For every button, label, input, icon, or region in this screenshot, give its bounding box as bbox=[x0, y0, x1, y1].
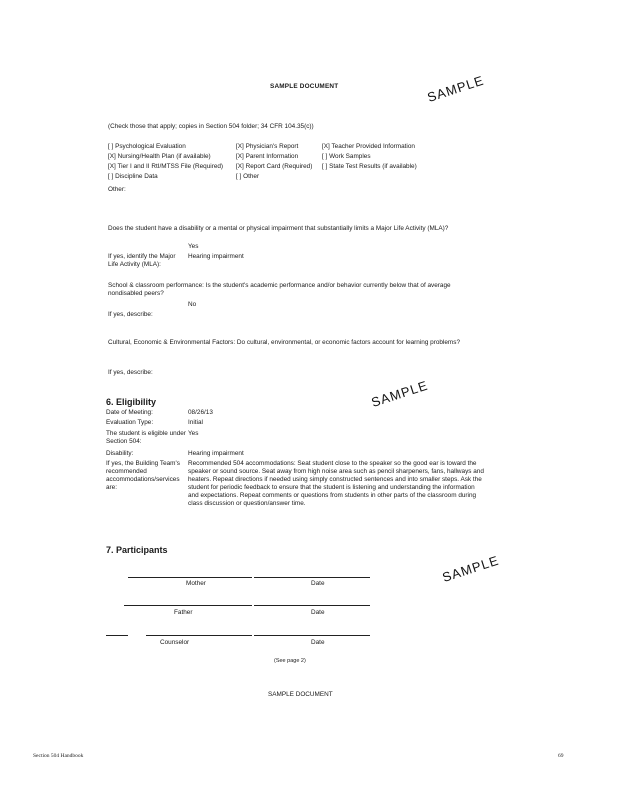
page-continue-note: (See page 2) bbox=[274, 658, 306, 664]
eligibility-value: Yes bbox=[188, 430, 199, 437]
mla-followup-label: If yes, identify the Major Life Activity (MLA): bbox=[108, 253, 176, 268]
instructions-text: (Check those that apply; copies in Section 504 folder; 34 CFR 104.35(c)) bbox=[108, 123, 314, 130]
eligibility-value: Hearing impairment bbox=[188, 450, 244, 457]
signature-role: Counselor bbox=[160, 639, 190, 646]
checklist-item: [X] Teacher Provided Information bbox=[322, 143, 415, 150]
signature-line bbox=[146, 635, 252, 636]
signature-date-label: Date bbox=[311, 609, 325, 616]
mla-answer: Yes bbox=[188, 243, 199, 250]
sample-stamp-bottom: SAMPLE bbox=[440, 552, 501, 585]
signature-role: Mother bbox=[186, 580, 206, 587]
eligibility-label: Evaluation Type: bbox=[106, 419, 154, 426]
mla-followup-value: Hearing impairment bbox=[188, 253, 244, 260]
checklist-item: [ ] State Test Results (if available) bbox=[322, 163, 417, 170]
signature-line-stub bbox=[106, 635, 128, 636]
performance-answer: No bbox=[188, 301, 197, 308]
checklist-item: [X] Report Card (Required) bbox=[236, 163, 313, 170]
eligibility-heading: 6. Eligibility bbox=[106, 397, 157, 407]
sample-stamp-middle: SAMPLE bbox=[369, 377, 430, 410]
performance-followup-label: If yes, describe: bbox=[108, 311, 153, 318]
factors-question: Cultural, Economic & Environmental Factors: Do cultural, environmental, or economic factors account for learning problems? bbox=[108, 339, 460, 346]
eligibility-value: Initial bbox=[188, 419, 203, 426]
checklist-item: [ ] Work Samples bbox=[322, 153, 371, 160]
signature-date-label: Date bbox=[311, 580, 325, 587]
page-number: 69 bbox=[558, 753, 564, 759]
document-title: SAMPLE DOCUMENT bbox=[270, 83, 339, 90]
eligibility-value: 08/26/13 bbox=[188, 409, 213, 416]
eligibility-label: The student is eligible under Section 504: bbox=[106, 430, 186, 445]
checklist-item: [X] Physician's Report bbox=[236, 143, 299, 150]
checklist-item: [X] Parent Information bbox=[236, 153, 299, 160]
date-line bbox=[254, 635, 370, 636]
signature-line bbox=[124, 605, 252, 606]
eligibility-label: If yes, the Building Team's recommended accommodations/services are: bbox=[106, 460, 180, 491]
checklist-item: [X] Tier I and II RtI/MTSS File (Required) bbox=[108, 163, 224, 170]
mla-question: Does the student have a disability or a mental or physical impairment that substantially limits a Major Life Activity (MLA)? bbox=[108, 225, 449, 232]
sample-stamp-top: SAMPLE bbox=[425, 72, 486, 105]
factors-followup-label: If yes, describe: bbox=[108, 369, 153, 376]
checklist-item: [ ] Other bbox=[236, 173, 260, 180]
eligibility-label: Date of Meeting: bbox=[106, 409, 153, 416]
signature-role: Father bbox=[174, 609, 193, 616]
signature-date-label: Date bbox=[311, 639, 325, 646]
other-label: Other: bbox=[108, 186, 126, 193]
checklist-item: [ ] Discipline Data bbox=[108, 173, 158, 180]
signature-line bbox=[128, 577, 252, 578]
accommodations-text: Recommended 504 accommodations: Seat student close to the speaker so the good ear is toward the speaker or sound source. Seat away from high noise area such as pencil sharpeners, fans, hallways and heaters. Repeat directions if needed using simply constructed sentences and into smaller steps. Ask the student for periodic feedback to ensure that the student is listening and understanding the information and expectations. Repeat comments or questions from students in other parts of the classroom during class discussion or question/answer time. bbox=[188, 460, 484, 507]
handbook-name: Section 504 Handbook bbox=[33, 753, 84, 759]
date-line bbox=[254, 605, 370, 606]
date-line bbox=[254, 577, 370, 578]
checklist-item: [X] Nursing/Health Plan (if available) bbox=[108, 153, 211, 160]
eligibility-label: Disability: bbox=[106, 450, 134, 457]
performance-question: School & classroom performance: Is the student's academic performance and/or behavior currently below that of average nondisabled peers? bbox=[108, 282, 451, 297]
document-footer-title: SAMPLE DOCUMENT bbox=[268, 691, 333, 698]
checklist-item: [ ] Psychological Evaluation bbox=[108, 143, 186, 150]
participants-heading: 7. Participants bbox=[106, 545, 168, 555]
